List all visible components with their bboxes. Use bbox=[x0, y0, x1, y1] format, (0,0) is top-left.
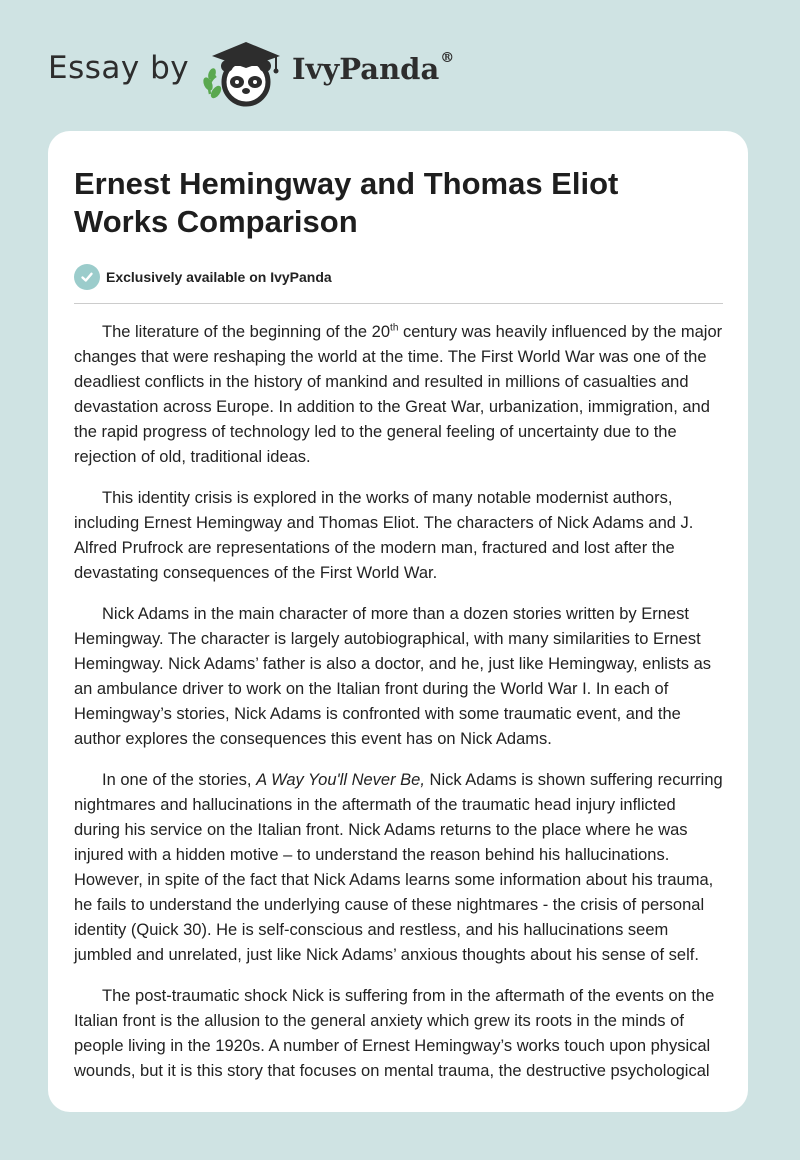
essay-title: Ernest Hemingway and Thomas Eliot Works Comparison bbox=[74, 166, 619, 239]
badge-label: Exclusively available on IvyPanda bbox=[106, 269, 332, 285]
panda-graduate-icon bbox=[200, 36, 286, 108]
site-header bbox=[0, 0, 800, 130]
paragraph-2: This identity crisis is explored in the works of many notable modernist authors, including Ernest Hemingway and Thomas Eliot. The characters of Nick Adams and J. Alfred Prufrock are representations of the modern man, fractured and lost after the devastating consequences of the First World War. bbox=[74, 489, 694, 582]
brand-logo-text[interactable] bbox=[292, 52, 454, 86]
registered-mark: ® bbox=[440, 50, 455, 66]
paragraph-1: The literature of the beginning of the 20th century was heavily influenced by the major changes that were reshaping the world at the time. The First World War was one of the deadliest conflicts in the history of mankind and resulted in millions of casualties and devastation across Europe. In addition to the Great War, urbanization, immigration, and the rapid progress of technology led to the general feeling of uncertainty due to the rejection of old, traditional ideas. bbox=[74, 322, 723, 466]
essay-card bbox=[48, 131, 748, 1112]
paragraph-5: The post-traumatic shock Nick is suffering from in the aftermath of the events on the Italian front is the allusion to the general anxiety which grew its roots in the minds of people living in the 1920s. A number of Ernest Hemingway’s works touch upon physical wounds, but it is this story that focuses on mental trauma, the destructive psychological bbox=[74, 987, 715, 1080]
divider bbox=[74, 303, 723, 304]
story-title: A Way You'll Never Be, bbox=[256, 771, 425, 789]
paragraph-3: Nick Adams in the main character of more than a dozen stories written by Ernest Hemingway. The character is largely autobiographical, with many similarities to Ernest Hemingway. Nick Adams’ father is also a doctor, and he, just like Hemingway, enlists as an ambulance driver to work on the Italian front during the World War I. In each of Hemingway’s stories, Nick Adams is confronted with some traumatic event, and the author explores the consequences this event has on Nick Adams. bbox=[74, 605, 712, 748]
exclusive-badge bbox=[74, 264, 332, 290]
check-icon bbox=[74, 264, 100, 290]
paragraph-4: In one of the stories, A Way You'll Never Be, Nick Adams is shown suffering recurring nightmares and hallucinations in the aftermath of the traumatic head injury inflicted during his service on the Italian front. Nick Adams returns to the place where he was injured with a hidden motive – to understand the reason behind his hallucinations. However, in spite of the fact that Nick Adams learns some information about his trauma, he fails to understand the underlying cause of these nightmares - the crisis of personal identity (Quick 30). He is self-conscious and restless, and his hallucinations seem jumbled and unrelated, just like Nick Adams’ anxious thoughts about his sense of self. bbox=[74, 771, 723, 964]
brand-name: IvyPanda bbox=[292, 52, 440, 86]
essay-body bbox=[74, 320, 726, 1100]
essay-by-label: Essay by bbox=[48, 50, 190, 86]
